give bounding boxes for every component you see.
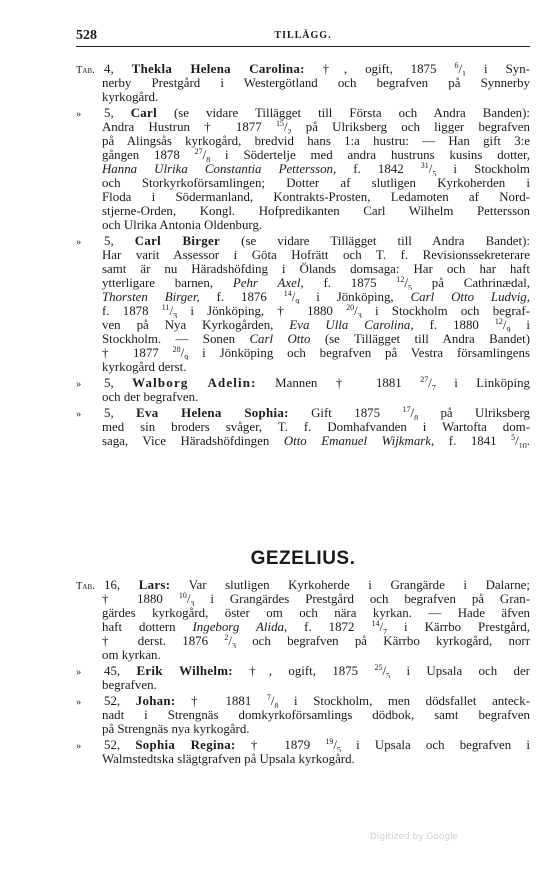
entry-lars-line-4: haft dottern Ingeborg Alida, f. 1872 $^{14}/_7$ i Kärrbo Prestgård, (102, 620, 530, 634)
tab-label: Tab. (76, 581, 95, 592)
entry-sophia-line-2: Walmstedtska slägtgrafven på Upsala kyrkogård. (102, 752, 355, 766)
entry-carl-birger-line-5: Thorsten Birger, f. 1876 $^{14}/_9$ i Jönköping, Carl Otto Ludvig, (102, 290, 530, 304)
entry-thekla-line-2: nerby Prestgård i Westergötland och begrafven på Synnerby (102, 76, 530, 90)
entry-lars-line-1: Tab. 16, Lars: Var slutligen Kyrkoherde i Grangärde i Dalarne; (76, 578, 530, 592)
entry-carl-line-1: » 5, Carl (se vidare Tillägget till Första och Andra Banden): (76, 106, 530, 120)
entry-carl-line-8: stjerne-Orden, Kongl. Hofpredikanten Carl Wilhelm Pettersson (102, 204, 530, 218)
person-name: Eva Helena Sophia: (136, 406, 289, 420)
entry-carl-birger-line-1: » 5, Carl Birger (se vidare Tillägget till Andra Bandet): (76, 234, 530, 248)
entry-carl-line-7: Floda i Södermanland, Kontrakts-Prosten, Ledamoten af Nord- (102, 190, 530, 204)
entry-carl-line-3: på Alingsås kyrkogård, bredvid hans 1:a hustru: — Han gift 3:e (102, 134, 530, 148)
entry-carl-birger-line-9: † 1877 $^{28}/_9$ i Jönköping och begrafven på Vestra församlingens (102, 346, 530, 360)
bullet-mark: » (76, 409, 82, 420)
entry-thekla-line-1: Tab. 4, Thekla Helena Carolina: †, ogift, 1875 $^6/_1$ i Syn- (76, 62, 530, 76)
entry-walborg-line-2: och der begrafven. (102, 390, 199, 404)
digitization-watermark: Digitized by Google (370, 832, 459, 842)
bullet-mark: » (76, 697, 82, 708)
entry-carl-birger-line-8: Stockholm. — Sonen Carl Otto (se Tillägget till Andra Bandet) (102, 332, 530, 346)
person-name: Erik Wilhelm: (136, 664, 233, 678)
entry-thekla-line-3: kyrkogård. (102, 90, 159, 104)
page-number: 528 (76, 28, 97, 43)
person-name: Carl Birger (134, 234, 221, 248)
entry-carl-birger-line-2: Har varit Assessor i Göta Hofrätt och T. f. Revisionssekreterare (102, 248, 530, 262)
page-header (76, 28, 530, 47)
entry-johan-line-2: nadt i Strengnäs domkyrkoförsamlings dödbok, samt begrafven (102, 708, 530, 722)
entry-johan-line-1: » 52, Johan: † 1881 $^7/_8$ i Stockholm, men dödsfallet anteck- (76, 694, 530, 708)
entry-carl-line-5: Hanna Ulrika Constantia Pettersson, f. 1842 $^{31}/_5$ i Stockholm (102, 162, 530, 176)
bullet-mark: » (76, 379, 82, 390)
person-name: Carl (130, 106, 157, 120)
entry-carl-line-4: gången 1878 $^{27}/_8$ i Södertelje med andra hustruns kusins dotter, (102, 148, 530, 162)
entry-carl-line-6: och Storkyrkoförsamlingen; Dotter af slutligen Kyrkoherden i (102, 176, 530, 190)
entry-johan-line-3: på Strengnäs nya kyrkogård. (102, 722, 250, 736)
entry-eva-line-3: saga, Vice Häradshöfdingen Otto Emanuel Wijkmark, f. 1841 $^5/_{10}$. (102, 434, 530, 448)
entry-erik-line-2: begrafven. (102, 678, 157, 692)
entry-eva-line-1: » 5, Eva Helena Sophia: Gift 1875 $^{17}/_8$ på Ulriksberg (76, 406, 530, 420)
tab-label: Tab. (76, 65, 95, 76)
entry-carl-birger-line-7: ven på Nya Kyrkogården, Eva Ulla Carolina, f. 1880 $^{12}/_9$ i (102, 318, 530, 332)
person-name: Johan: (135, 694, 176, 708)
entry-carl-birger-line-10: kyrkogård derst. (102, 360, 187, 374)
bullet-mark: » (76, 237, 82, 248)
person-name: Lars: (138, 578, 171, 592)
entry-lars-line-6: om kyrkan. (102, 648, 161, 662)
person-name: Sophia Regina: (135, 738, 236, 752)
entry-sophia-line-1: » 52, Sophia Regina: † 1879 $^{19}/_5$ i Upsala och begrafven i (76, 738, 530, 752)
entry-walborg-line-1: » 5, Walborg Adelin: Mannen † 1881 $^{27}/_7$ i Linköping (76, 376, 530, 390)
bullet-mark: » (76, 667, 82, 678)
family-heading: GEZELIUS. (250, 548, 356, 569)
person-name: Thekla Helena Carolina: (131, 62, 305, 76)
running-title: TILLÄGG. (274, 30, 332, 41)
entry-erik-line-1: » 45, Erik Wilhelm: †, ogift, 1875 $^{25}/_5$ i Upsala och der (76, 664, 530, 678)
entry-lars-line-3: gärdes kyrkogård, öster om och nära kyrkan. — Hade äfven (102, 606, 530, 620)
bullet-mark: » (76, 109, 82, 120)
entry-carl-birger-line-3: samt är nu Häradshöfding i Ölands domsaga: Har och har haft (102, 262, 530, 276)
entry-carl-birger-line-4: ytterligare barnen, Pehr Axel, f. 1875 $^{12}/_5$ på Cathrinædal, (102, 276, 530, 290)
entry-carl-line-9: och Ulrika Antonia Oldenburg. (102, 218, 263, 232)
entry-eva-line-2: med sin broders svåger, T. f. Domhafvanden i Wartofta dom- (102, 420, 530, 434)
entry-lars-line-5: † derst. 1876 $^2/_3$ och begrafven på Kärrbo kyrkogård, norr (102, 634, 530, 648)
entry-lars-line-2: † 1880 $^{10}/_3$ i Grangärdes Prestgård och begrafven på Gran- (102, 592, 530, 606)
entry-carl-birger-line-6: f. 1878 $^{11}/_3$ i Jönköping, † 1880 $^{20}/_3$ i Stockholm och begraf- (102, 304, 530, 318)
person-name: Walborg Adelin: (132, 376, 257, 390)
bullet-mark: » (76, 741, 82, 752)
entry-carl-line-2: Andra Hustrun † 1877 $^{15}/_2$ på Ulriksberg och ligger begrafven (102, 120, 530, 134)
